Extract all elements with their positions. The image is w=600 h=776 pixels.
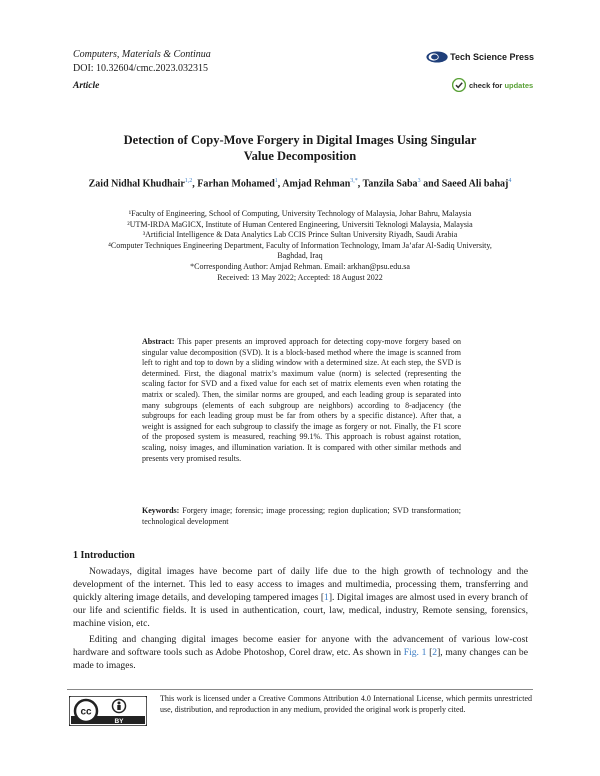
publisher-mark-icon xyxy=(426,50,448,64)
publisher-logo[interactable] xyxy=(426,50,534,64)
affiliation-4-cont: Baghdad, Iraq xyxy=(277,251,323,261)
cc-by-license-icon[interactable] xyxy=(69,696,147,726)
intro-paragraph-1: Nowadays, digital images have become part of daily life due to the high growth of technology and the development of the internet. This led to easy access to images and multimedia, processing them, transferring and quickly altering image details, and developing tampered images [1]. Digital images are almost used in every branch of our life and scientific fields. It is used in authentication, court, law, medical, industry, Remote sensing, forensics, machine vision, etc. xyxy=(73,566,528,629)
check-updates-label: check for updates xyxy=(469,80,534,90)
section-heading-introduction: 1 Introduction xyxy=(73,550,135,561)
keywords-label: Keywords: xyxy=(142,506,180,515)
author-name: Amjad Rehman xyxy=(282,178,351,190)
author-name: Zaid Nidhal Khudhair xyxy=(88,178,185,190)
intro-paragraph-2: Editing and changing digital images become easier for anyone with the advancement of various low-cost hardware and software tools such as Adobe Photoshop, Corel draw, etc. As shown in Fig. 1 [2], many changes can be made to images. xyxy=(73,634,528,671)
affiliation-3: ³Artificial Intelligence & Data Analytics Lab CCIS Prince Sultan University Riyadh, Saudi Arabia xyxy=(142,230,458,240)
figure-link[interactable]: Fig. 1 xyxy=(403,647,427,658)
citation-link[interactable]: 1 xyxy=(324,592,329,603)
license-footer xyxy=(67,689,533,725)
svg-text:cc: cc xyxy=(80,706,92,718)
received-dates: Received: 13 May 2022; Accepted: 18 August 2022 xyxy=(217,272,383,282)
abstract xyxy=(142,337,461,464)
author-affil-marker[interactable]: 1,2 xyxy=(184,178,193,184)
affiliation-4: ⁴Computer Techniques Engineering Department, Faculty of Information Technology, Imam Ja’afar Al-Sadiq University, xyxy=(108,240,492,250)
svg-text:BY: BY xyxy=(114,718,124,725)
abstract-text: This paper presents an improved approach for detecting copy-move forgery based on singular value decomposition (SVD). It is a block-based method where the image is scanned from left to right and top to down by a sliding window with a determined size. At each step, the SVD is determined. First, the diagonal matrix’s maximum value (norm) is selected (representing the scaling factor for SVD and a fixed value for each set of matrix elements even when rotating the matrix or scaled). Then, the similar norms are grouped, and each leading group is separated into many subgroups (elements of each subgroup are neighbors) according to 8-adjacency (the subgroups for each leading group must be far from others by a specific distance). After that, a weight is assigned for each subgroup to classify the image as forgery or not. Finally, the F1 score of the proposed system is measured, reaching 99.1%. This approach is robust against rotation, scaling, noisy images, and illumination variation. It is compared with other similar methods and presents very promised results. xyxy=(142,337,461,463)
author-name: Farhan Mohamed xyxy=(197,178,275,190)
author-affil-marker[interactable]: 3 xyxy=(417,178,421,184)
publisher-name: Tech Science Press xyxy=(450,52,534,62)
license-text: This work is licensed under a Creative Commons Attribution 4.0 International License, which permits unrestricted use, distribution, and reproduction in any medium, provided the original work is properly cited. xyxy=(160,694,532,714)
check-for-updates-badge[interactable] xyxy=(452,78,533,92)
author-name: Tanzila Saba xyxy=(362,178,418,190)
journal-name: Computers, Materials & Continua xyxy=(73,49,211,60)
author-affil-marker[interactable]: 1 xyxy=(274,178,278,184)
affiliations xyxy=(60,209,540,283)
paper-title: Detection of Copy-Move Forgery in Digital Images Using Singular Value Decomposition xyxy=(123,133,477,163)
author-name: Saeed Ali bahaj xyxy=(441,178,509,190)
check-updates-icon xyxy=(452,78,466,92)
doi-link[interactable]: DOI: 10.32604/cmc.2023.032315 xyxy=(73,63,208,74)
author-affil-marker[interactable]: 3,* xyxy=(350,178,358,184)
citation-link[interactable]: 2 xyxy=(432,647,438,658)
article-type: Article xyxy=(73,81,100,91)
affiliation-1: ¹Faculty of Engineering, School of Computing, University Technology of Malaysia, Johar Bahru, Malaysia xyxy=(128,209,472,218)
author-list: Zaid Nidhal Khudhair$^{1,2}$, Farhan Mohamed$^1$, Amjad Rehman$^{3,*}$, Tanzila Saba$^3$ and Saeed Ali bahaj$^4$ xyxy=(88,178,512,190)
author-affil-marker[interactable]: 4 xyxy=(508,178,512,184)
affiliation-2: ²UTM-IRDA MaGICX, Institute of Human Centered Engineering, Universiti Teknologi Malaysia, Malaysia xyxy=(127,219,473,229)
corresponding-author: *Corresponding Author: Amjad Rehman. Email: arkhan@psu.edu.sa xyxy=(190,261,410,271)
keywords-text: Forgery image; forensic; image processing; region duplication; SVD transformation; technological development xyxy=(142,506,461,526)
keywords xyxy=(142,506,461,527)
abstract-label: Abstract: xyxy=(142,337,175,346)
